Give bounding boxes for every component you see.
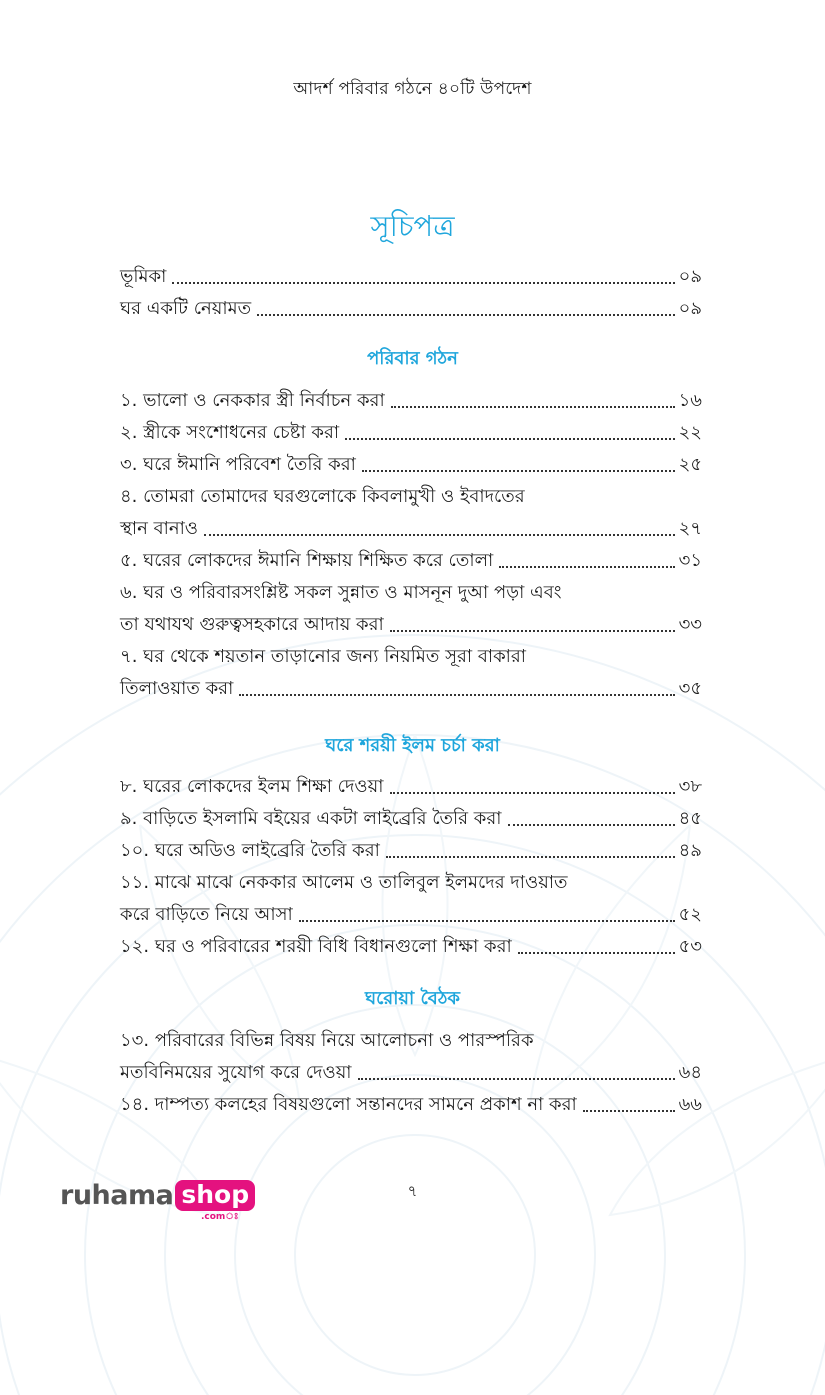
toc-title: সূচিপত্র — [370, 209, 455, 243]
dot-leader — [299, 920, 675, 922]
toc-entry-page: ৩১ — [678, 550, 702, 571]
toc-entry-page: ৫২ — [678, 904, 702, 925]
dot-leader — [391, 406, 675, 408]
toc-entry — [120, 673, 702, 705]
toc-entry — [120, 545, 702, 577]
dot-leader — [518, 952, 675, 954]
toc-entry — [120, 449, 702, 481]
toc-entry-title: ৯. বাড়িতে ইসলামি বইয়ের একটা লাইব্রেরি তৈরি করা — [120, 808, 502, 829]
toc-entry-page: ৩৫ — [678, 678, 702, 699]
toc-entry — [120, 513, 702, 545]
dot-leader — [358, 1078, 675, 1080]
toc-entry — [120, 261, 702, 293]
toc-entry-first-line: ১১. মাঝে মাঝে নেককার আলেম ও তালিবুল ইলমদের দাওয়াত — [120, 872, 568, 893]
toc-entry — [120, 385, 702, 417]
dot-leader — [172, 282, 674, 284]
logo-ruhama-text: ruhama — [60, 1179, 174, 1211]
dot-leader — [390, 792, 675, 794]
dot-leader — [204, 534, 675, 536]
toc-entry-title: ঘর একটি নেয়ামত — [120, 298, 252, 319]
dot-leader — [390, 630, 675, 632]
toc-entry-title: ভূমিকা — [120, 266, 167, 287]
toc-entry-page: ৩৮ — [678, 776, 702, 797]
dot-leader — [583, 1110, 675, 1112]
toc-entry — [120, 417, 702, 449]
toc-entry-title: ১৪. দাম্পত্য কলহের বিষয়গুলো সন্তানদের সামনে প্রকাশ না করা — [120, 1094, 577, 1115]
dot-leader — [345, 438, 674, 440]
toc-entry-page: ২৫ — [678, 454, 702, 475]
toc-entry-title: ২. স্ত্রীকে সংশোধনের চেষ্টা করা — [120, 422, 340, 443]
toc-entry-page: ৪৫ — [678, 808, 702, 829]
dot-leader — [239, 694, 674, 696]
toc-entry-title: স্থান বানাও — [120, 518, 199, 539]
toc-entry-title: ১২. ঘর ও পরিবারের শরয়ী বিধি বিধানগুলো শিক্ষা করা — [120, 936, 512, 957]
section-heading: ঘরে শরয়ী ইলম চর্চা করা — [325, 735, 500, 756]
toc-entry — [120, 835, 702, 867]
toc-entry-page: ২২ — [678, 422, 702, 443]
dot-leader — [257, 314, 675, 316]
toc-entry-title: ৩. ঘরে ঈমানি পরিবেশ তৈরি করা — [120, 454, 356, 475]
toc-entry — [120, 609, 702, 641]
toc-entry-title: ৮. ঘরের লোকদের ইলম শিক্ষা দেওয়া — [120, 776, 384, 797]
toc-entry-page: ৫৩ — [678, 936, 702, 957]
toc-entry — [120, 803, 702, 835]
toc-entry — [120, 1057, 702, 1089]
toc-entry-page: ০৯ — [678, 298, 702, 319]
page-number: ৭ — [407, 1182, 418, 1200]
toc-entry-title: তা যথাযথ গুরুত্বসহকারে আদায় করা — [120, 614, 384, 635]
dot-leader — [386, 856, 675, 858]
toc-entry-title: ৫. ঘরের লোকদের ঈমানি শিক্ষায় শিক্ষিত করে তোলা — [120, 550, 494, 571]
toc-entry-first-line: ৭. ঘর থেকে শয়তান তাড়ানোর জন্য নিয়মিত সূরা বাকারা — [120, 646, 527, 667]
logo-com-text: .comঃ — [201, 1212, 239, 1222]
toc-entry-page: ১৬ — [678, 390, 702, 411]
toc-entry-first-line: ৪. তোমরা তোমাদের ঘরগুলোকে কিবলামুখী ও ইবাদতের — [120, 486, 525, 507]
section-heading: পরিবার গঠন — [367, 348, 458, 369]
toc-entry-page: ৬৬ — [678, 1094, 702, 1115]
running-head: আদর্শ পরিবার গঠনে ৪০টি উপদেশ — [293, 79, 532, 99]
toc-entry — [120, 899, 702, 931]
toc-entry-title: ১. ভালো ও নেককার স্ত্রী নির্বাচন করা — [120, 390, 385, 411]
toc-entry-page: ২৭ — [678, 518, 702, 539]
dot-leader — [499, 566, 674, 568]
toc-entry — [120, 293, 702, 325]
toc-entry-first-line: ১৩. পরিবারের বিভিন্ন বিষয় নিয়ে আলোচনা ও পারস্পরিক — [120, 1030, 534, 1051]
toc-entry-page: ৪৯ — [678, 840, 702, 861]
toc-entry-title: তিলাওয়াত করা — [120, 678, 234, 699]
toc-entry-first-line: ৬. ঘর ও পরিবারসংশ্লিষ্ট সকল সুন্নাত ও মাসনূন দুআ পড়া এবং — [120, 582, 562, 603]
logo-shop-badge: shop — [175, 1180, 255, 1211]
dot-leader — [362, 470, 675, 472]
toc-entry — [120, 1089, 702, 1121]
toc-entry-title: ১০. ঘরে অডিও লাইব্রেরি তৈরি করা — [120, 840, 380, 861]
toc-entry-page: ৬৪ — [678, 1062, 702, 1083]
toc-entry-title: মতবিনিময়ের সুযোগ করে দেওয়া — [120, 1062, 352, 1083]
dot-leader — [508, 824, 675, 826]
toc-entry — [120, 771, 702, 803]
toc-entry — [120, 931, 702, 963]
toc-entry-page: ০৯ — [678, 266, 702, 287]
toc-entry-title: করে বাড়িতে নিয়ে আসা — [120, 904, 293, 925]
toc-entry-page: ৩৩ — [678, 614, 702, 635]
section-heading: ঘরোয়া বৈঠক — [364, 988, 461, 1009]
